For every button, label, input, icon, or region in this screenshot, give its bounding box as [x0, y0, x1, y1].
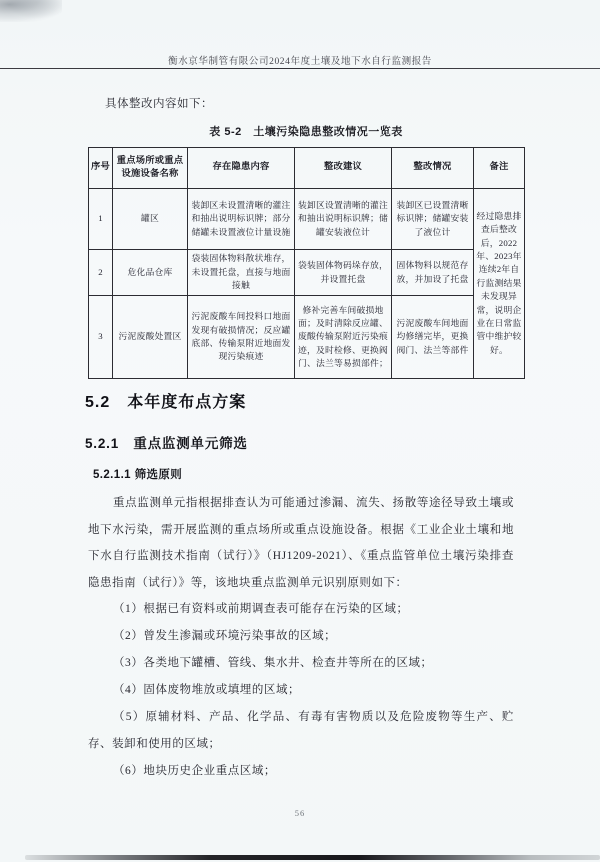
body-paragraph: 重点监测单元指根据排查认为可能通过渗漏、流失、扬散等途径导致土壤或地下水污染，需开展监测的重点场所或重点设施设备。根据《工业企业土壤和地下水自行监测技术指南（试行）》（HJ1209-2021）、《重点监管单位土壤污染排查隐患指南（试行）》等，该地块重点监测单元识别原则如下： [88, 497, 514, 589]
table-title: 表 5-2 土壤污染隐患整改情况一览表 [209, 126, 403, 138]
section-heading-5-2-1-1: 5.2.1.1 筛选原则 [93, 469, 183, 481]
cell-place: 污泥废酸处置区 [113, 296, 188, 379]
list-item-3: （3）各类地下罐槽、管线、集水井、检查井等所在的区域； [113, 657, 433, 669]
col-header-hazard: 存在隐患内容 [188, 148, 295, 189]
cell-suggestion: 修补完善车间破损地面；及时清除反应罐、废酸传输泵附近污染痕迹，及时检修、更换阀门、法兰等易损部件； [295, 296, 392, 379]
cell-suggestion: 袋装固体物码垛存放，并设置托盘 [295, 250, 392, 296]
section-heading-5-2: 5.2 本年度布点方案 [85, 394, 247, 411]
cell-place: 罐区 [113, 189, 188, 250]
list-item-1: （1）根据已有资料或前期调查表可能存在污染的区域； [113, 603, 409, 615]
col-header-remark: 备注 [474, 148, 525, 189]
table-row [89, 189, 525, 250]
col-header-suggestion: 整改建议 [295, 148, 392, 189]
list-item-4: （4）固体废物堆放或填埋的区域； [113, 684, 301, 696]
cell-place: 危化品仓库 [113, 250, 188, 296]
header-divider [0, 68, 600, 69]
scan-corner-artifact [0, 0, 62, 22]
cell-no: 3 [89, 296, 113, 379]
list-item-6: （6）地块历史企业重点区域； [113, 765, 276, 777]
cell-status: 污泥废酸车间地面均修缮完毕，更换阀门、法兰等部件 [392, 296, 474, 379]
remediation-table [88, 147, 525, 379]
page-content [85, 90, 524, 785]
running-header: 衡水京华制管有限公司2024年度土壤及地下水自行监测报告 [168, 57, 432, 67]
col-header-place: 重点场所或重点设施设备名称 [113, 148, 188, 189]
cell-remark-merged: 经过隐患排查后整改后，2022年、2023年连续2年自行监测结果未发现异常，说明企业在日常监管中维护较好。 [474, 189, 525, 379]
section-heading-5-2-1: 5.2.1 重点监测单元筛选 [85, 436, 248, 451]
cell-status: 固体物料以规范存放，并加设了托盘 [392, 250, 474, 296]
cell-no: 2 [89, 250, 113, 296]
cell-hazard: 袋装固体物料散状堆存，未设置托盘，直接与地面接触 [188, 250, 295, 296]
intro-text: 具体整改内容如下： [105, 98, 213, 110]
page-number: 56 [294, 808, 306, 818]
col-header-no: 序号 [89, 148, 113, 189]
list-item-2: （2）曾发生渗漏或环境污染事故的区域； [113, 630, 337, 642]
list-item-5: （5）原辅材料、产品、化学品、有毒有害物质以及危险废物等生产、贮存、装卸和使用的区域； [88, 711, 514, 750]
cell-no: 1 [89, 189, 113, 250]
cell-suggestion: 装卸区设置清晰的灌注和抽出说明标识牌；储罐安装液位计 [295, 189, 392, 250]
table-row [89, 250, 525, 296]
cell-status: 装卸区已设置清晰标识牌；储罐安装了液位计 [392, 189, 474, 250]
cell-hazard: 装卸区未设置清晰的灌注和抽出说明标识牌；部分储罐未设置液位计量设施 [188, 189, 295, 250]
table-row [89, 296, 525, 379]
col-header-status: 整改情况 [392, 148, 474, 189]
scan-bottom-edge-artifact [25, 855, 600, 860]
table-header-row [89, 148, 525, 189]
cell-hazard: 污泥废酸车间投料口地面发现有破损情况；反应罐底部、传输泵附近地面发现污染痕迹 [188, 296, 295, 379]
